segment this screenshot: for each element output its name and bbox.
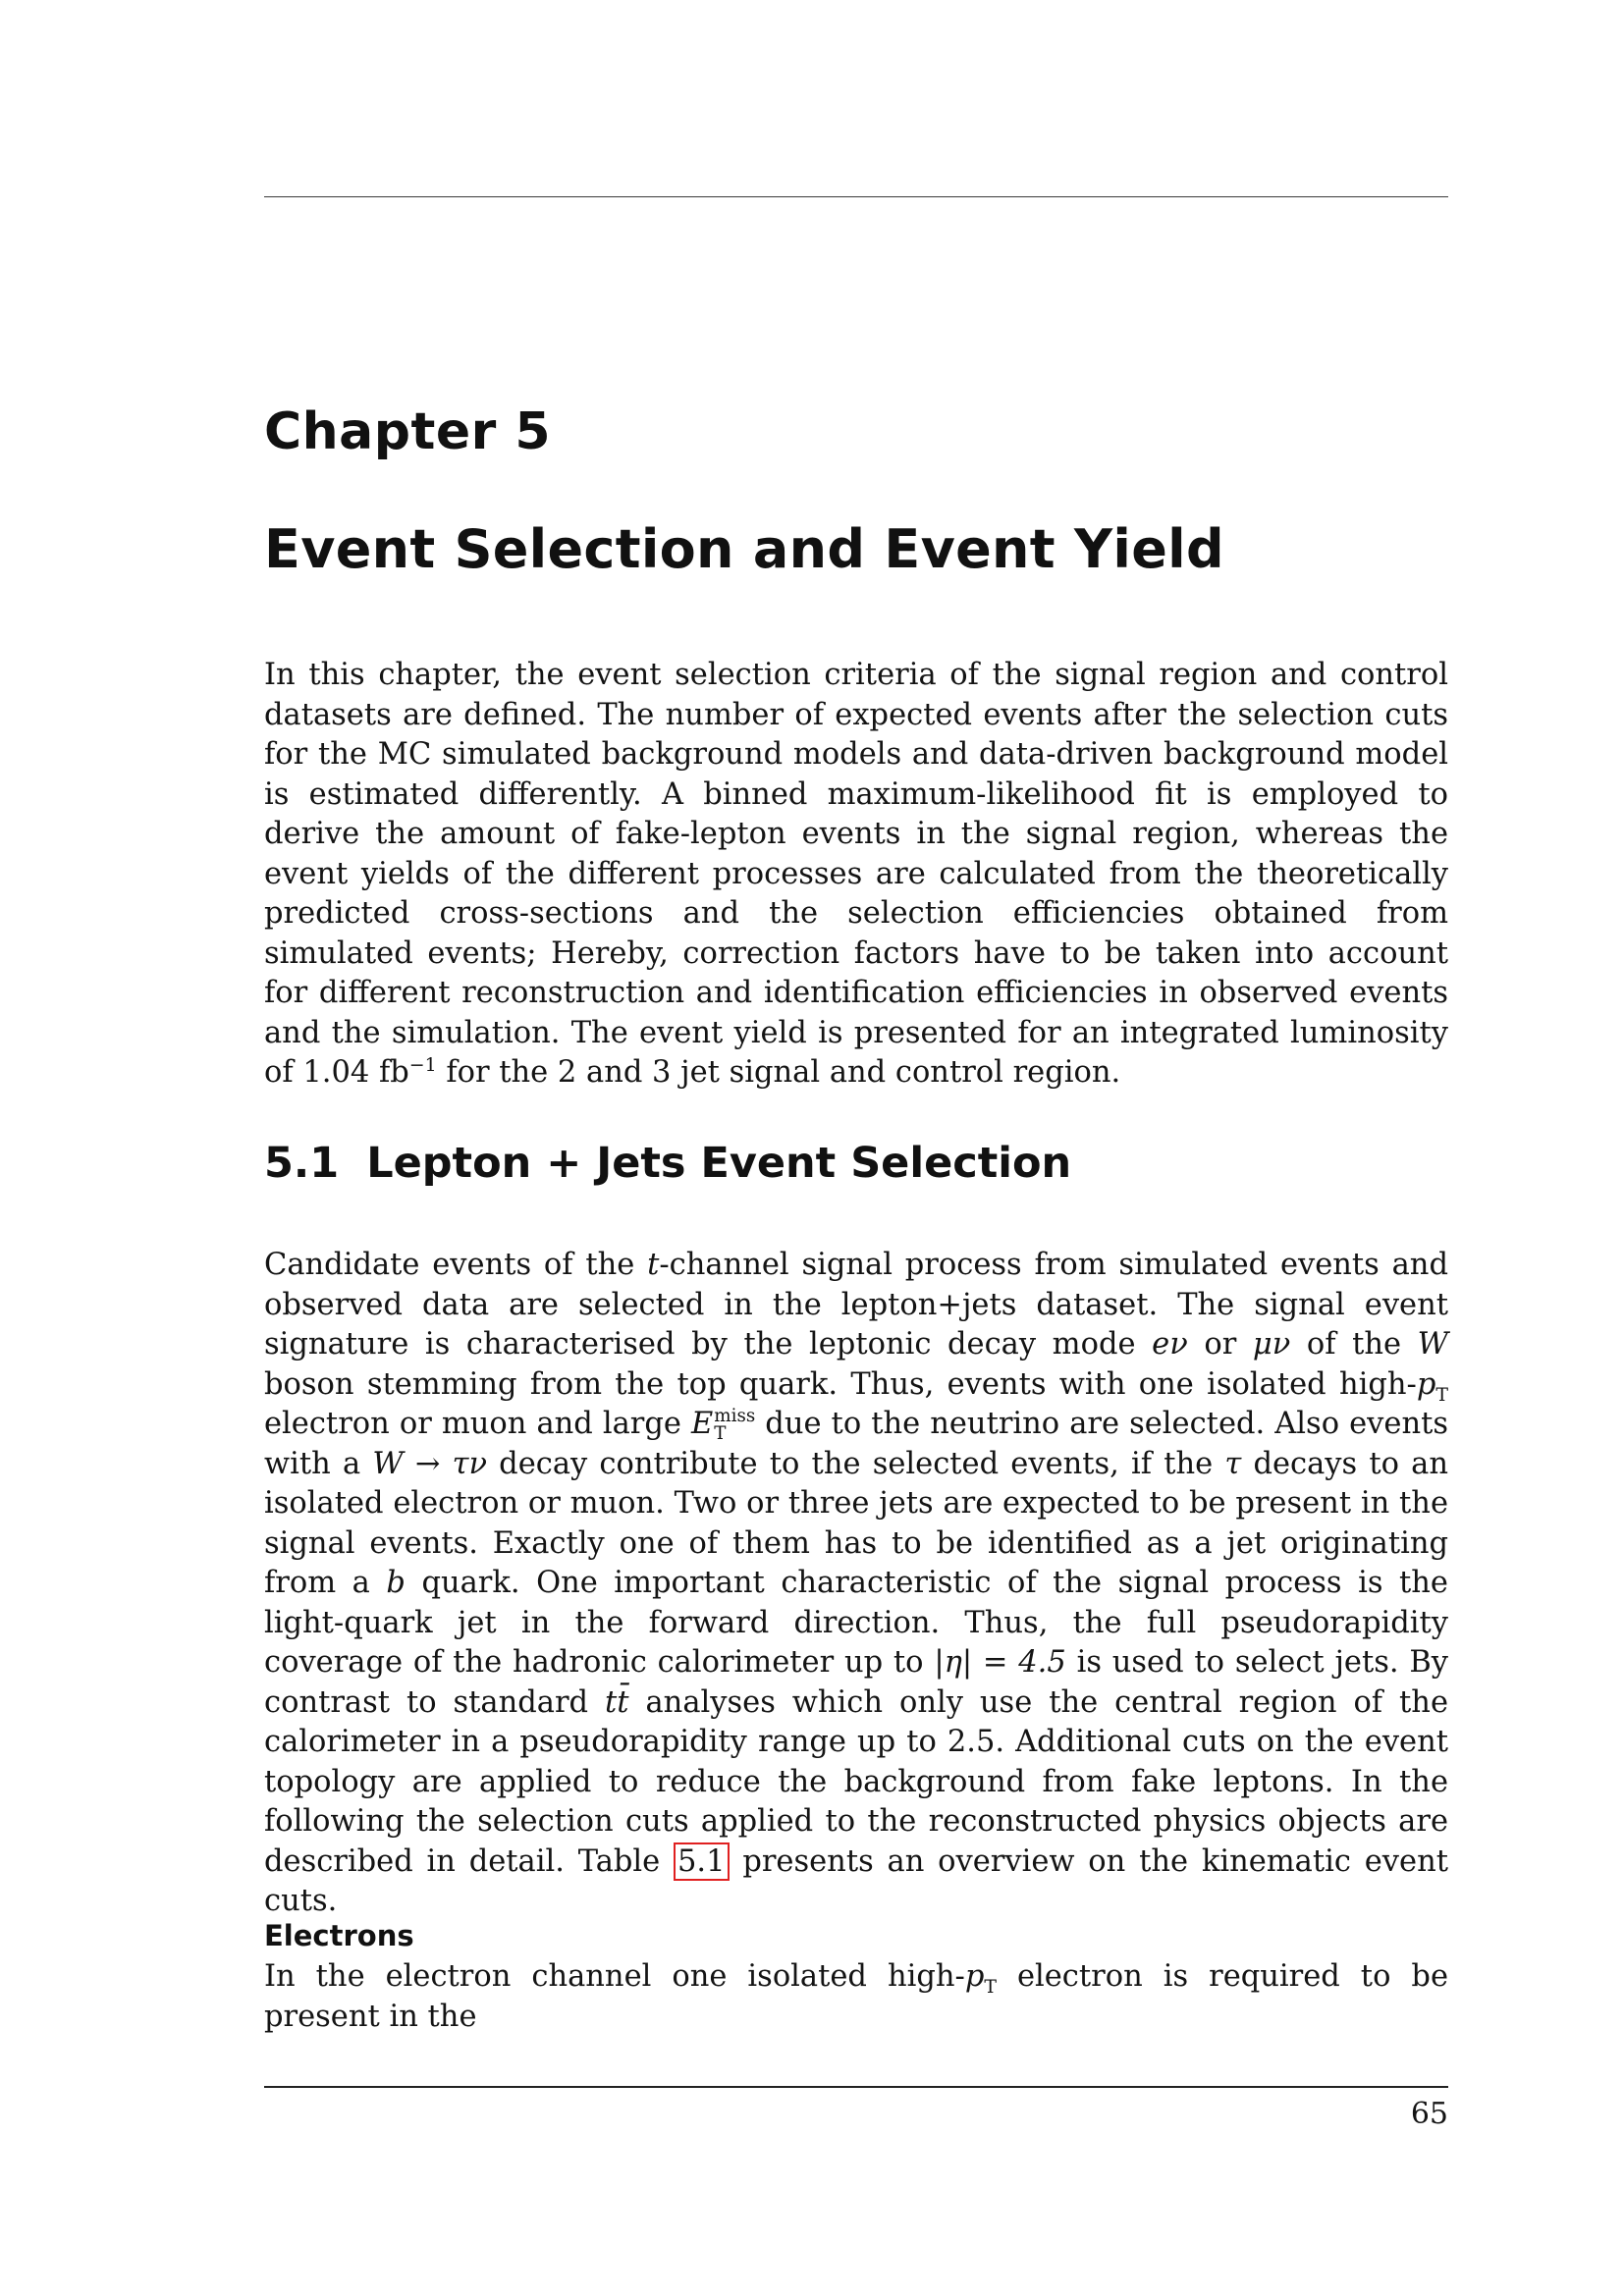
table-reference-link[interactable]: 5.1 xyxy=(674,1842,730,1881)
section-title-text: Lepton + Jets Event Selection xyxy=(366,1139,1072,1188)
chapter-label: Chapter 5 xyxy=(264,402,552,461)
section-title xyxy=(264,1139,1071,1188)
footer-rule xyxy=(264,2086,1448,2088)
section-number: 5.1 xyxy=(264,1139,340,1188)
electrons-paragraph: In the electron channel one isolated high-$p_T$ electron is required to be present in the xyxy=(264,1959,1448,2034)
page-number: 65 xyxy=(1410,2097,1448,2131)
header-rule xyxy=(264,196,1448,197)
chapter-title: Event Selection and Event Yield xyxy=(264,518,1224,580)
section-paragraph: Candidate events of the t-channel signal process from simulated events and observed data are selected in the lepton+jets dataset. The signal event signature is characterised by the leptonic decay mode eν or μν of the W boson stemming from the top quark. Thus, events with one isolated high-$p_T$ electron or muon and large E miss T due to the neutrino are selected. Also events with a W → τν decay contribute to the selected events, if the τ decays to an isolated electron or muon. Two or three jets are expected to be present in the signal events. Exactly one of them has to be identified as a jet originating from a b quark. One important characteristic of the signal process is the light-quark jet in the forward direction. Thus, the full pseudorapidity coverage of the hadronic calorimeter up to |η| = 4.5 is used to select jets. By contrast to standard tt̄ analyses which only use the central region of the calorimeter in a pseudorapidity range up to 2.5. Additional cuts on the event topology are applied to reduce the background from fake leptons. In the following the selection cuts applied to the reconstructed physics objects are described in detail. Table 5.1 presents an overview on the kinematic event cuts. xyxy=(264,1248,1448,1918)
subsection-title: Electrons xyxy=(264,1919,414,1952)
intro-paragraph: In this chapter, the event selection criteria of the signal region and control datasets are defined. The number of expected events after the selection cuts for the MC simulated background models and data-driven background model is estimated differently. A binned maximum-likelihood fit is employed to derive the amount of fake-lepton events in the signal region, whereas the event yields of the different processes are calculated from the theoretically predicted cross-sections and the selection efficiencies obtained from simulated events; Hereby, correction factors have to be taken into account for different reconstruction and identification efficiencies in observed events and the simulation. The event yield is presented for an integrated luminosity of 1.04 $fb^{-1}$ for the 2 and 3 jet signal and control region. xyxy=(264,658,1448,1090)
